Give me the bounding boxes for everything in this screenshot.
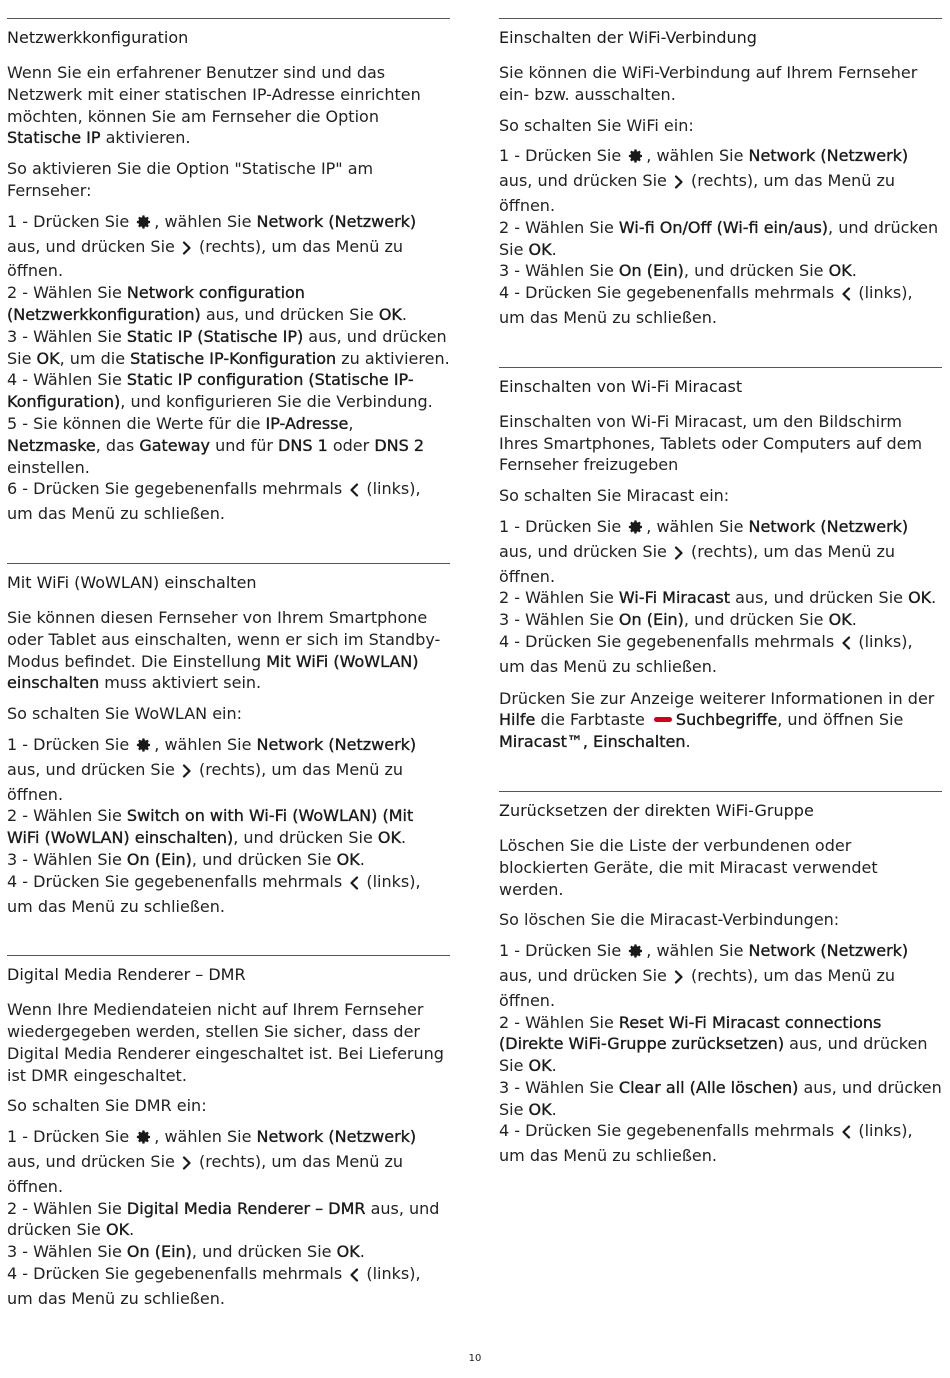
emphasized-term: Network (Netzwerk): [748, 941, 909, 961]
text-run: Drücken Sie zur Anzeige weiterer Informationen in der: [499, 688, 935, 708]
chevron-left-icon: [841, 1123, 851, 1145]
step-item: [499, 282, 942, 329]
gear-icon: [136, 737, 152, 759]
text-run: (links), um das Menü zu schließen.: [499, 283, 913, 327]
step-item: [499, 940, 942, 1011]
text-run: 4 - Drücken Sie gegebenenfalls mehrmals: [7, 871, 348, 891]
text-run: aus, und drücken Sie: [499, 965, 672, 985]
text-run: aus, und drücken Sie: [7, 326, 447, 368]
emphasized-term: Statische IP: [7, 128, 101, 148]
text-run: 3 - Wählen Sie: [7, 849, 127, 869]
text-run: , und drücken Sie: [499, 217, 939, 259]
intro-paragraph: [499, 62, 942, 106]
text-run: 4 - Drücken Sie gegebenenfalls mehrmals: [499, 283, 840, 303]
text-run: .: [400, 828, 407, 848]
section-netzwerk: [7, 18, 450, 525]
step-item: [499, 609, 942, 631]
chevron-left-icon: [349, 481, 359, 503]
emphasized-term: Network configuration (Netzwerkkonfiguration): [7, 283, 305, 324]
emphasized-term: Miracast™, Einschalten: [499, 732, 686, 752]
text-run: .: [851, 610, 857, 630]
page-number: 10: [468, 1353, 482, 1364]
chevron-right-icon: [674, 544, 684, 566]
text-run: .: [931, 588, 937, 608]
step-item: [499, 1012, 942, 1077]
step-item: [7, 1126, 450, 1197]
chevron-right-icon: [674, 173, 684, 195]
emphasized-term: OK: [828, 610, 852, 630]
text-run: (rechts), um das Menü zu öffnen.: [499, 965, 896, 1010]
text-run: die Farbtaste: [535, 710, 650, 730]
intro-paragraph: [499, 411, 942, 476]
section-title: Einschalten von Wi-Fi Miracast: [499, 376, 743, 396]
text-run: 4 - Wählen Sie: [7, 370, 127, 390]
text-run: 2 - Wählen Sie: [499, 217, 619, 237]
emphasized-term: IP-Adresse: [265, 413, 349, 433]
emphasized-term: OK: [378, 304, 402, 324]
chevron-left-icon: [841, 634, 851, 656]
step-item: [7, 805, 450, 849]
emphasized-term: OK: [336, 849, 360, 869]
red-color-key-icon: [654, 717, 672, 722]
text-run: .: [685, 732, 691, 752]
text-run: , wählen Sie: [646, 146, 749, 166]
text-run: .: [359, 1242, 365, 1262]
section-wifi: [499, 18, 942, 329]
text-run: (rechts), um das Menü zu öffnen.: [7, 1152, 404, 1196]
steps-list: [7, 734, 450, 917]
section-title: Zurücksetzen der direkten WiFi-Gruppe: [499, 800, 814, 820]
text-run: 2 - Wählen Sie: [499, 588, 619, 608]
text-run: , und öffnen Sie: [777, 710, 904, 730]
text-run: , wählen Sie: [154, 211, 257, 231]
text-run: (rechts), um das Menü zu öffnen.: [7, 759, 404, 804]
text-run: oder: [327, 435, 375, 455]
text-run: , und konfigurieren Sie die Verbindung.: [120, 392, 433, 412]
text-run: .: [851, 261, 857, 281]
step-item: [7, 1263, 450, 1310]
more-info-paragraph: [499, 688, 942, 753]
text-run: einstellen.: [7, 457, 90, 477]
right-column: [499, 18, 942, 1205]
section-title: Netzwerkkonfiguration: [7, 28, 189, 47]
text-run: , um die: [59, 348, 131, 368]
emphasized-term: Network (Netzwerk): [748, 146, 909, 166]
text-run: , und drücken Sie: [683, 261, 829, 281]
text-run: 2 - Wählen Sie: [499, 1012, 619, 1032]
text-run: .: [551, 1099, 557, 1119]
text-run: und für: [210, 435, 279, 455]
text-run: aus, und drücken Sie: [499, 1034, 928, 1076]
text-run: Sie können diesen Fernseher von Ihrem Smartphone oder Tablet aus einschalten, wenn er sich im Standby-Modus befindet. Die Einstellung: [7, 607, 441, 671]
emphasized-term: Static IP configuration (Statische IP-Konfiguration): [7, 370, 414, 412]
text-run: (links), um das Menü zu schließen.: [7, 871, 421, 916]
text-run: aktivieren.: [100, 128, 191, 148]
chevron-right-icon: [674, 968, 684, 990]
text-run: 2 - Wählen Sie: [7, 806, 127, 826]
text-run: (rechts), um das Menü zu öffnen.: [499, 171, 896, 215]
gear-icon: [628, 519, 644, 541]
emphasized-term: On (Ein): [618, 610, 684, 630]
gear-icon: [628, 943, 644, 965]
text-run: aus, und drücken Sie: [7, 1198, 440, 1240]
emphasized-term: OK: [908, 588, 932, 608]
text-run: , wählen Sie: [646, 941, 749, 961]
steps-heading: So schalten Sie WoWLAN ein:: [7, 704, 243, 724]
text-run: , und drücken Sie: [191, 849, 337, 869]
steps-heading: So schalten Sie WiFi ein:: [499, 115, 694, 135]
text-run: 4 - Drücken Sie gegebenenfalls mehrmals: [499, 631, 840, 651]
text-run: 3 - Wählen Sie: [7, 326, 127, 346]
steps-list: [499, 145, 942, 328]
section-miracast: [499, 367, 942, 753]
emphasized-term: OK: [528, 1099, 552, 1119]
emphasized-term: Clear all (Alle löschen): [618, 1077, 799, 1097]
emphasized-term: Wi-fi On/Off (Wi-fi ein/aus): [618, 217, 829, 237]
text-run: ,: [348, 413, 354, 433]
section-title: Einschalten der WiFi-Verbindung: [499, 28, 757, 47]
chevron-right-icon: [182, 239, 192, 261]
emphasized-term: DNS 2: [374, 435, 425, 455]
emphasized-term: Static IP (Statische IP): [126, 326, 304, 346]
text-run: 3 - Wählen Sie: [499, 610, 619, 630]
text-run: .: [401, 304, 407, 324]
text-run: aus, und drücken Sie: [730, 588, 909, 608]
steps-list: [499, 516, 942, 678]
step-item: [7, 369, 450, 413]
emphasized-term: Network (Netzwerk): [256, 734, 417, 754]
step-item: [7, 849, 450, 871]
chevron-right-icon: [182, 762, 192, 784]
emphasized-term: Switch on with Wi-Fi (WoWLAN) (Mit WiFi (WoWLAN) einschalten): [7, 806, 414, 848]
steps-list: [499, 940, 942, 1167]
text-run: 6 - Drücken Sie gegebenenfalls mehrmals: [7, 479, 348, 499]
emphasized-term: Gateway: [139, 435, 210, 455]
section-dmr: [7, 955, 450, 1309]
text-run: .: [551, 239, 557, 259]
text-run: Löschen Sie die Liste der verbundenen oder blockierten Geräte, die mit Miracast verwendet werden.: [499, 835, 878, 899]
text-run: 1 - Drücken Sie: [7, 211, 135, 231]
text-run: (links), um das Menü zu schließen.: [7, 479, 421, 524]
emphasized-term: Wi-Fi Miracast: [618, 588, 731, 608]
step-item: [499, 516, 942, 587]
text-run: zu aktivieren.: [336, 348, 450, 368]
emphasized-term: OK: [828, 261, 852, 281]
text-run: 1 - Drücken Sie: [499, 146, 627, 166]
text-run: 4 - Drücken Sie gegebenenfalls mehrmals: [7, 1264, 348, 1284]
text-run: 1 - Drücken Sie: [7, 1127, 135, 1147]
emphasized-term: OK: [36, 348, 60, 368]
emphasized-term: Suchbegriffe: [675, 710, 778, 730]
text-run: 3 - Wählen Sie: [499, 1077, 619, 1097]
emphasized-term: Network (Netzwerk): [256, 211, 417, 231]
step-item: [7, 871, 450, 918]
text-run: Sie können die WiFi-Verbindung auf Ihrem Fernseher ein- bzw. ausschalten.: [499, 63, 918, 104]
section-reset: [499, 791, 942, 1167]
text-run: aus, und drücken Sie: [499, 541, 672, 561]
step-item: [499, 587, 942, 609]
step-item: [7, 282, 450, 326]
step-item: [7, 211, 450, 282]
emphasized-term: OK: [105, 1220, 130, 1240]
step-item: [7, 734, 450, 805]
step-item: [499, 1077, 942, 1121]
intro-paragraph: [7, 62, 450, 149]
emphasized-term: OK: [528, 1056, 552, 1076]
emphasized-term: On (Ein): [618, 261, 684, 281]
step-item: [7, 1198, 450, 1242]
text-run: (rechts), um das Menü zu öffnen.: [7, 236, 404, 281]
text-run: 1 - Drücken Sie: [7, 734, 135, 754]
steps-heading: So schalten Sie Miracast ein:: [499, 486, 730, 506]
intro-paragraph: [7, 999, 450, 1086]
intro-paragraph: [499, 835, 942, 900]
emphasized-term: Network (Netzwerk): [256, 1127, 417, 1147]
steps-heading: So aktivieren Sie die Option "Statische IP" am Fernseher:: [7, 159, 374, 200]
step-item: [7, 326, 450, 370]
step-item: [499, 631, 942, 678]
text-run: (links), um das Menü zu schließen.: [499, 631, 913, 676]
text-run: 2 - Wählen Sie: [7, 1198, 127, 1218]
text-run: 1 - Drücken Sie: [499, 516, 627, 536]
text-run: , und drücken Sie: [683, 610, 829, 630]
emphasized-term: Hilfe: [499, 710, 536, 730]
emphasized-term: Statische IP-Konfiguration: [130, 348, 337, 368]
text-run: aus, und drücken Sie: [7, 759, 180, 779]
text-run: , das: [95, 435, 140, 455]
text-run: aus, und drücken Sie: [200, 304, 379, 324]
text-run: 5 - Sie können die Werte für die: [7, 413, 266, 433]
emphasized-term: Netzmaske: [7, 435, 96, 455]
text-run: .: [359, 849, 365, 869]
text-run: 2 - Wählen Sie: [7, 283, 127, 303]
chevron-left-icon: [841, 285, 851, 307]
chevron-left-icon: [349, 1266, 359, 1288]
step-item: [499, 145, 942, 216]
step-item: [7, 1241, 450, 1263]
section-title: Mit WiFi (WoWLAN) einschalten: [7, 572, 257, 592]
text-run: , und drücken Sie: [191, 1242, 337, 1262]
gear-icon: [136, 1129, 152, 1151]
text-run: 3 - Wählen Sie: [499, 261, 619, 281]
text-run: aus, und drücken Sie: [7, 236, 180, 256]
gear-icon: [628, 148, 644, 170]
emphasized-term: Reset Wi-Fi Miracast connections (Direkte WiFi-Gruppe zurücksetzen): [499, 1012, 882, 1054]
text-run: , wählen Sie: [154, 734, 257, 754]
text-run: (links), um das Menü zu schließen.: [7, 1264, 421, 1308]
emphasized-term: OK: [528, 239, 552, 259]
text-run: , wählen Sie: [646, 516, 749, 536]
steps-heading: So löschen Sie die Miracast-Verbindungen:: [499, 910, 840, 930]
emphasized-term: DNS 1: [278, 435, 328, 455]
step-item: [7, 478, 450, 525]
text-run: aus, und drücken Sie: [7, 1152, 180, 1172]
text-run: aus, und drücken Sie: [499, 171, 672, 191]
text-run: Wenn Ihre Mediendateien nicht auf Ihrem Fernseher wiedergegeben werden, stellen Sie sicher, dass der Digital Media Renderer eingeschaltet ist. Bei Lieferung ist DMR eingeschaltet.: [7, 1000, 444, 1085]
emphasized-term: On (Ein): [126, 849, 192, 869]
step-item: [7, 413, 450, 478]
text-run: 4 - Drücken Sie gegebenenfalls mehrmals: [499, 1121, 840, 1141]
text-run: .: [551, 1056, 557, 1076]
text-run: 3 - Wählen Sie: [7, 1242, 127, 1262]
emphasized-term: On (Ein): [126, 1242, 192, 1262]
text-run: (rechts), um das Menü zu öffnen.: [499, 541, 896, 586]
step-item: [499, 217, 942, 261]
steps-list: [7, 211, 450, 525]
text-run: .: [129, 1220, 135, 1240]
steps-heading: So schalten Sie DMR ein:: [7, 1096, 207, 1116]
text-run: Einschalten von Wi-Fi Miracast, um den Bildschirm Ihres Smartphones, Tablets oder Computers auf dem Fernseher freizugeben: [499, 411, 923, 475]
left-column: [7, 18, 450, 1348]
emphasized-term: Mit WiFi (WoWLAN) einschalten: [7, 651, 419, 693]
step-item: [499, 1120, 942, 1167]
emphasized-term: OK: [377, 828, 401, 848]
chevron-right-icon: [182, 1154, 192, 1176]
text-run: , wählen Sie: [154, 1127, 257, 1147]
steps-list: [7, 1126, 450, 1309]
text-run: (links), um das Menü zu schließen.: [499, 1121, 913, 1166]
section-wowlan: [7, 563, 450, 917]
text-run: , und drücken Sie: [233, 828, 378, 848]
emphasized-term: Digital Media Renderer – DMR: [126, 1198, 366, 1218]
emphasized-term: OK: [336, 1242, 360, 1262]
emphasized-term: Network (Netzwerk): [748, 516, 909, 536]
intro-paragraph: [7, 607, 450, 694]
chevron-left-icon: [349, 874, 359, 896]
section-title: Digital Media Renderer – DMR: [7, 965, 246, 985]
step-item: [499, 260, 942, 282]
text-run: 1 - Drücken Sie: [499, 941, 627, 961]
text-run: muss aktiviert sein.: [99, 673, 262, 693]
text-run: aus, und drücken Sie: [499, 1077, 942, 1119]
gear-icon: [136, 214, 152, 236]
text-run: Wenn Sie ein erfahrener Benutzer sind und das Netzwerk mit einer statischen IP-Adresse einrichten möchten, können Sie am Fernseher die Option: [7, 63, 421, 126]
